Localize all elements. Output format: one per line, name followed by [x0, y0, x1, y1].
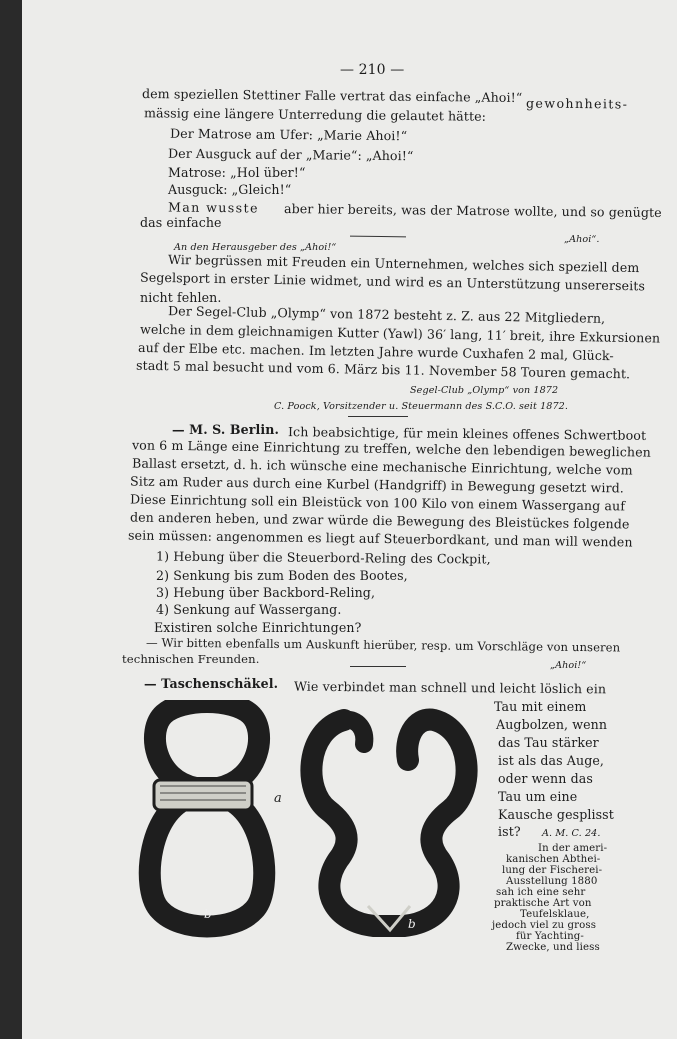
text-line: Kausche gesplisst [498, 807, 614, 822]
text-line: Ballast ersetzt, d. h. ich wünsche eine mechanische Einrichtung, welche vom [131, 455, 633, 478]
text-line: Sitz am Ruder aus durch eine Kurbel (Handgriff) in Bewegung gesetzt wird. [129, 473, 625, 496]
text-line: stadt 5 mal besucht und vom 6. März bis 11. November 58 Touren gemacht. [135, 357, 631, 382]
text-line: auf der Elbe etc. machen. Im letzten Jahre wurde Cuxhafen 2 mal, Glück- [137, 339, 614, 364]
text-line: Augbolzen, wenn [496, 717, 608, 732]
shackle-open [284, 700, 494, 940]
text-line: ist als das Auge, [498, 753, 605, 768]
text-line: Diese Einrichtung soll ein Bleistück von 100 Kilo von einem Wassergang auf [129, 491, 626, 514]
text-line: Ich beabsichtige, für mein kleines offenes Schwertboot [287, 424, 647, 443]
paragraph-lead: — M. S. Berlin. [172, 422, 280, 437]
small-text-line: sah ich eine sehr [496, 887, 586, 898]
small-text-line: lung der Fischerei- [502, 865, 603, 876]
text-line: sein müssen: angenommen es liegt auf Steuerbordkant, und man will wenden [127, 527, 633, 550]
signature: „Ahoi“. [564, 234, 600, 245]
small-text-line: praktische Art von [494, 898, 592, 909]
list-item: 4) Senkung auf Wassergang. [156, 602, 342, 617]
text-line: welche in dem gleichnamigen Kutter (Yawl) 36′ lang, 11′ breit, ihre Exkursionen [139, 321, 661, 346]
text-line: ist? [498, 824, 521, 839]
text-line: oder wenn das [498, 771, 593, 786]
text-line: Wie verbindet man schnell und leicht löslich ein [293, 678, 607, 697]
spaced-word: gewohnheits- [525, 95, 629, 112]
divider [348, 416, 408, 417]
divider [350, 666, 406, 667]
text-line: mässig eine längere Unterredung die gelautet hätte: [143, 105, 487, 124]
text-line: Tau um eine [498, 789, 578, 804]
small-text-line: Ausstellung 1880 [506, 876, 598, 887]
note-line: technischen Freunden. [122, 652, 260, 666]
text-line: von 6 m Länge eine Einrichtung zu treffen, welche den lebendigen beweglichen [131, 437, 652, 460]
figure-label-b: b [204, 907, 212, 921]
list-item: 1) Hebung über die Steuerbord-Reling des Cockpit, [155, 548, 491, 567]
text-line: Existiren solche Einrichtungen? [154, 620, 362, 635]
small-text-line: für Yachting- [516, 931, 584, 942]
figure-label-a: a [274, 791, 282, 806]
text-line: das Tau stärker [498, 735, 599, 750]
text-line: Der Matrose am Ufer: „Marie Ahoi!“ [169, 125, 408, 144]
note-line: — Wir bitten ebenfalls um Auskunft hierüber, resp. um Vorschläge von unseren [145, 635, 621, 655]
divider [350, 236, 406, 238]
figure-label-b: b [408, 917, 416, 931]
paragraph-lead: — Taschenschäkel. [144, 676, 279, 691]
text-line: den anderen heben, und zwar würde die Bewegung des Bleistückes folgende [129, 509, 630, 532]
text-line: Wir begrüssen mit Freuden ein Unternehmen, welches sich speziell dem [167, 251, 640, 276]
text-line: Matrose: „Hol über!“ [168, 165, 306, 180]
signature-club: Segel-Club „Olymp“ von 1872 [410, 385, 559, 396]
small-text-line: Zwecke, und liess [506, 942, 600, 953]
text-line: Der Segel-Club „Olymp“ von 1872 besteht z. Z. aus 22 Mitgliedern, [167, 303, 606, 326]
text-line: nicht fehlen. [140, 290, 222, 305]
text-line: dem speziellen Stettiner Falle vertrat das einfache „Ahoi!“ [141, 86, 523, 105]
small-text-line: Teufelsklaue, [520, 909, 590, 920]
spaced-word: Man wusste [167, 199, 259, 216]
text-line: Segelsport in erster Linie widmet, und wird es an Unterstützung unsererseits [139, 269, 646, 294]
text-line: Tau mit einem [494, 699, 587, 714]
signature: „Ahoi!“ [550, 660, 587, 671]
page-number: — 210 — [340, 62, 405, 78]
text-line: das einfache [140, 215, 222, 230]
text-line: Der Ausguck auf der „Marie“: „Ahoi!“ [167, 145, 414, 164]
list-item: 3) Hebung über Backbord-Reling, [156, 585, 376, 600]
signature-name: C. Poock, Vorsitzender u. Steuermann des S.C.O. seit 1872. [274, 401, 569, 412]
small-text-line: In der ameri- [538, 843, 608, 854]
initials: A. M. C. 24. [542, 828, 601, 839]
shackle-figure-eight [134, 700, 284, 940]
text-line: aber hier bereits, was der Matrose wollte, und so genügte [283, 201, 662, 220]
letter-heading: An den Herausgeber des „Ahoi!“ [174, 242, 337, 253]
text-line: Ausguck: „Gleich!“ [168, 182, 292, 197]
document-page [22, 0, 677, 1039]
list-item: 2) Senkung bis zum Boden des Bootes, [156, 568, 408, 583]
small-text-line: jedoch viel zu gross [492, 920, 597, 931]
small-text-line: kanischen Abthei- [506, 854, 601, 865]
sleeve [154, 780, 252, 810]
